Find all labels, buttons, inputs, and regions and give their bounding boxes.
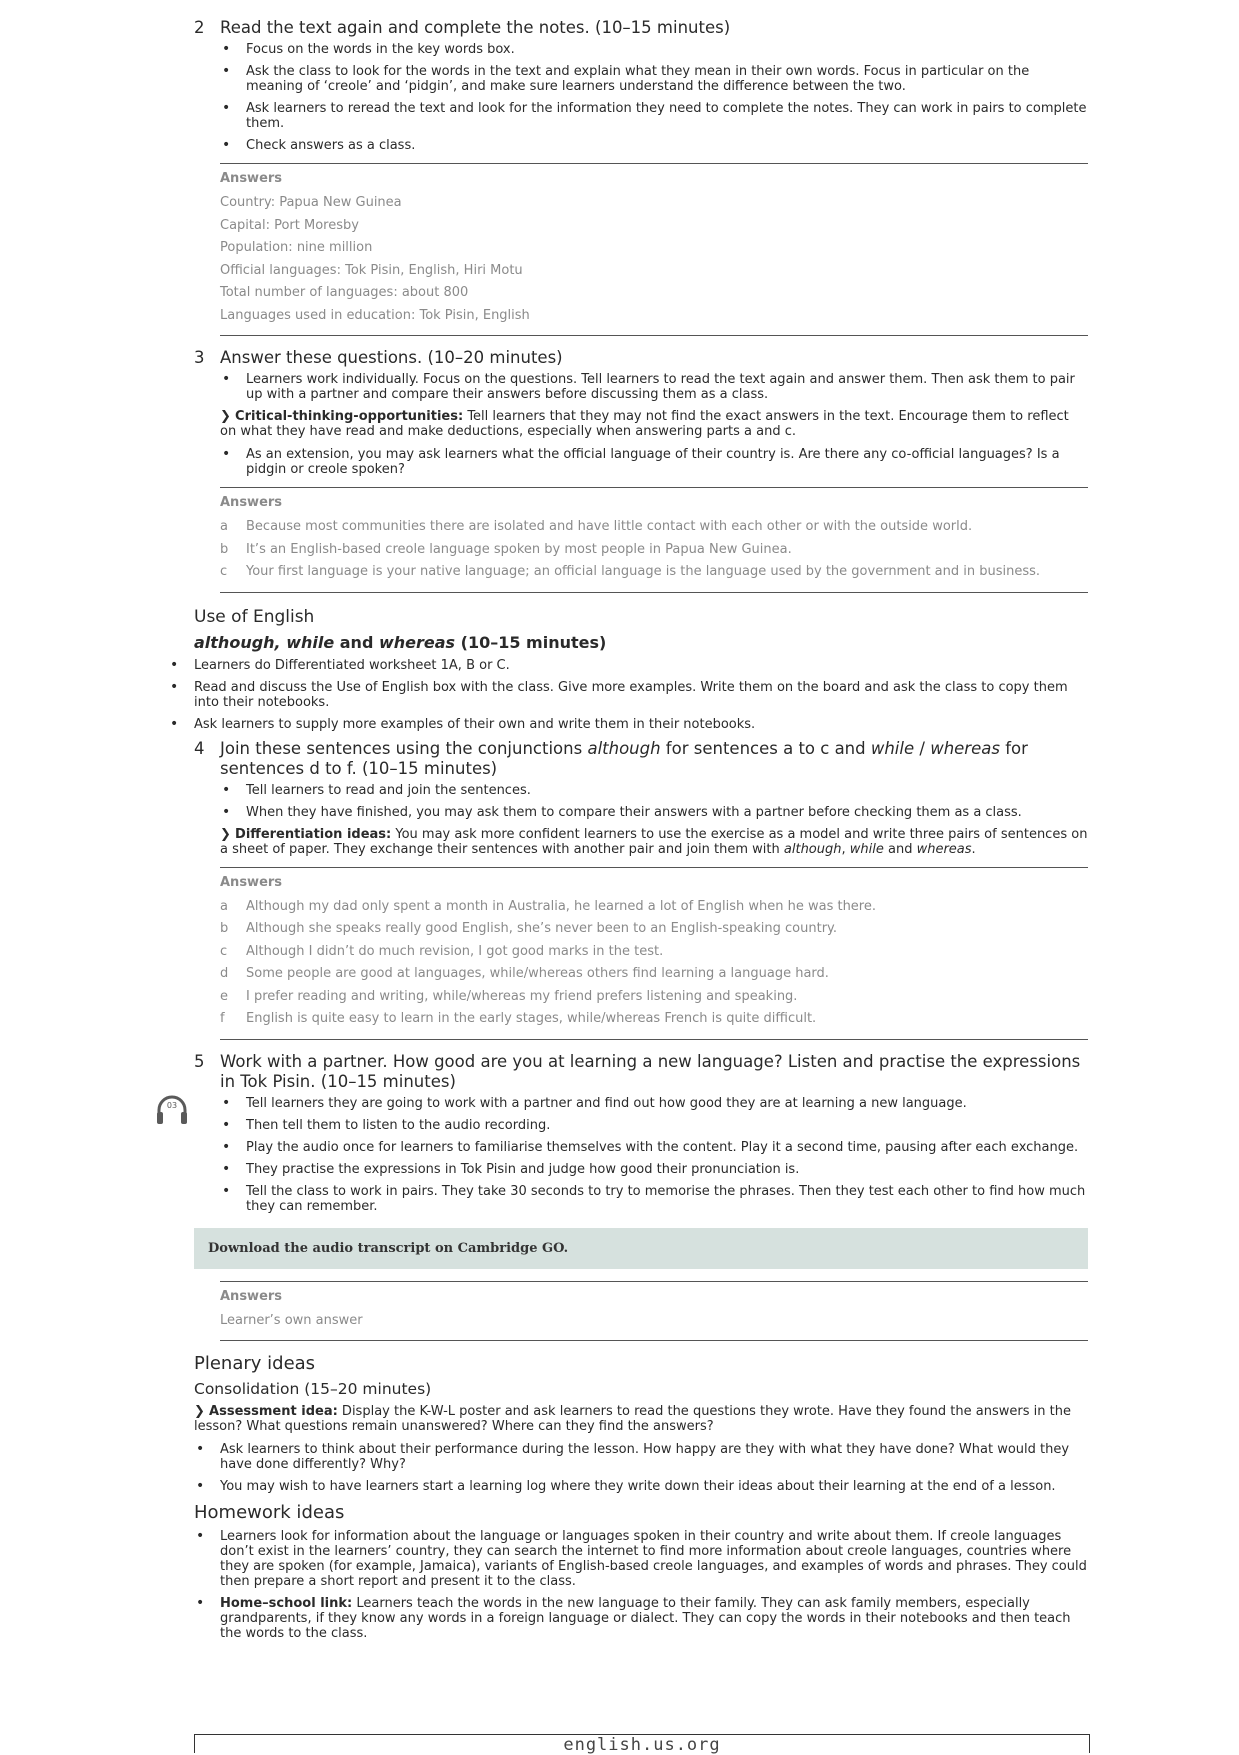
assessment-note bbox=[194, 1404, 1088, 1434]
answer-text: Although my dad only spent a month in Australia, he learned a lot of English when he was there. bbox=[246, 898, 876, 914]
list-item: • Learners work individually. Focus on the questions. Tell learners to read the text again and answer them. Then ask them to pair up with a partner and compare their answers before discussing them as a class. bbox=[220, 372, 1088, 402]
note-italic: while bbox=[849, 841, 884, 857]
subheading-italic: whereas bbox=[378, 632, 456, 652]
list-item: • Ask learners to reread the text and look for the information they need to complete the notes. They can work in pairs to complete them. bbox=[220, 101, 1088, 131]
note-label: Assessment idea: bbox=[209, 1404, 338, 1419]
task-3-bullets-2 bbox=[220, 447, 1088, 477]
note-text: , bbox=[841, 841, 850, 857]
list-item: • Check answers as a class. bbox=[220, 138, 1088, 153]
answer-text: Although I didn’t do much revision, I got good marks in the test. bbox=[246, 943, 664, 959]
list-item: • They practise the expressions in Tok Pisin and judge how good their pronunciation is. bbox=[220, 1162, 1088, 1177]
note-text: . bbox=[971, 841, 976, 857]
list-item: • Ask learners to think about their performance during the lesson. How happy are they with what they have done? What would they have done differently? Why? bbox=[194, 1442, 1088, 1472]
title-italic: while bbox=[870, 738, 915, 758]
title-text: for sentences a to c and bbox=[660, 738, 871, 758]
task-2-bullets bbox=[220, 42, 1088, 153]
note-italic: whereas bbox=[916, 841, 972, 857]
differentiation-note bbox=[220, 827, 1088, 857]
use-of-english-subheading bbox=[194, 633, 1088, 652]
task-5-bullets bbox=[220, 1096, 1088, 1214]
answer-text: It’s an English-based creole language spoken by most people in Papua New Guinea. bbox=[246, 541, 792, 557]
answer-row bbox=[220, 561, 1088, 584]
list-item: • You may wish to have learners start a learning log where they write down their ideas about their learning at the end of a lesson. bbox=[194, 1479, 1088, 1494]
use-of-english-heading: Use of English bbox=[194, 606, 315, 627]
list-item: • As an extension, you may ask learners what the official language of their country is. Are there any co-official languages? Is a pidgin or creole spoken? bbox=[220, 447, 1088, 477]
answers-box bbox=[220, 867, 1088, 1040]
answers-title: Answers bbox=[220, 495, 283, 510]
list-item: • Learners look for information about the language or languages spoken in their country and write about them. If creole languages don’t exist in the learners’ country, they can search the internet to find more information about creole languages, countries where they are spoken (for example, Jamaica), variants of English-based creole languages, and examples of words and phrases. They could then prepare a short report and present it to the class. bbox=[194, 1529, 1088, 1589]
note-italic: although bbox=[783, 841, 842, 857]
answers-title: Answers bbox=[220, 874, 283, 890]
answer-row: Official languages: Tok Pisin, English, Hiri Motu bbox=[220, 262, 523, 278]
task-title: Work with a partner. How good are you at learning a new language? Listen and practise the expressions in Tok Pisin. (10–15 minutes) bbox=[220, 1051, 1081, 1091]
note-text: You may ask more confident learners to use the exercise as a model and write three pairs of sentences on a sheet of paper. They exchange their sentences with another pair and join them with bbox=[220, 826, 1088, 857]
list-item: • Focus on the words in the key words box. bbox=[220, 42, 1088, 57]
task-4-bullets bbox=[220, 783, 1088, 820]
note-text: Tell learners that they may not find the exact answers in the text. Encourage them to reflect on what they have read and make deductions, especially when answering parts a and c. bbox=[220, 409, 1069, 439]
task-3 bbox=[194, 348, 1088, 593]
answer-row bbox=[220, 539, 1088, 562]
task-5 bbox=[194, 1052, 1088, 1214]
title-italic: although bbox=[587, 738, 661, 758]
plenary-subheading: Consolidation (15–20 minutes) bbox=[194, 1380, 432, 1398]
headphones-icon bbox=[155, 1093, 189, 1127]
answers-box bbox=[220, 487, 1088, 593]
use-of-english-bullets bbox=[168, 658, 1088, 732]
answer-label: b bbox=[220, 921, 229, 936]
note-label: Differentiation ideas: bbox=[235, 826, 392, 842]
list-item: • Then tell them to listen to the audio recording. bbox=[220, 1118, 1088, 1133]
note-label: Critical-thinking-opportunities: bbox=[235, 409, 464, 424]
answers-title: Answers bbox=[220, 171, 283, 186]
homework-heading: Homework ideas bbox=[194, 1502, 345, 1523]
title-italic: whereas bbox=[930, 738, 1000, 758]
answer-row bbox=[220, 1008, 1088, 1031]
answer-label: a bbox=[220, 898, 228, 914]
chevron-right-icon: ❯ bbox=[220, 826, 231, 842]
answer-row: Country: Papua New Guinea bbox=[220, 195, 402, 210]
subheading-text: and bbox=[334, 632, 379, 652]
answer-text: English is quite easy to learn in the early stages, while/whereas French is quite difficult. bbox=[246, 1011, 817, 1026]
task-4 bbox=[194, 739, 1088, 1040]
bullet-text: Learners teach the words in the new language to their family. They can ask family members, especially grandparents, if they know any words in a foreign language or dialect. They can copy the words in their notebooks and then teach the words to the class. bbox=[220, 1596, 1071, 1641]
list-item bbox=[194, 1596, 1088, 1641]
answer-label: f bbox=[220, 1011, 225, 1026]
task-title: Read the text again and complete the notes. (10–15 minutes) bbox=[220, 18, 731, 37]
list-item: • Play the audio once for learners to familiarise themselves with the content. Play it a second time, pausing after each exchange. bbox=[220, 1140, 1088, 1155]
answers-title: Answers bbox=[220, 1288, 283, 1304]
download-transcript-banner[interactable]: Download the audio transcript on Cambridge GO. bbox=[194, 1228, 1088, 1269]
title-text: Join these sentences using the conjunctions bbox=[220, 738, 588, 758]
chevron-right-icon: ❯ bbox=[194, 1404, 205, 1419]
answer-row bbox=[220, 941, 1088, 964]
task-number: 4 bbox=[194, 738, 205, 758]
list-item: • Tell learners they are going to work with a partner and find out how good they are at learning a new language. bbox=[220, 1096, 1088, 1111]
answer-text: I prefer reading and writing, while/whereas my friend prefers listening and speaking. bbox=[246, 988, 798, 1004]
bullet-label: Home–school link: bbox=[220, 1596, 353, 1611]
title-text: for sentences d to f. (10–15 minutes) bbox=[220, 738, 1028, 778]
list-item: • Tell learners to read and join the sentences. bbox=[220, 783, 1088, 798]
list-item: • Learners do Differentiated worksheet 1A, B or C. bbox=[168, 658, 1088, 673]
answer-row bbox=[220, 918, 1088, 941]
task-number: 3 bbox=[194, 348, 205, 367]
footer-watermark: english.us.org bbox=[194, 1734, 1090, 1753]
subheading-italic: although, while bbox=[194, 632, 335, 652]
answer-row bbox=[220, 516, 1088, 539]
task-number: 2 bbox=[194, 18, 205, 37]
task-2 bbox=[194, 18, 1088, 336]
homework-bullets bbox=[194, 1529, 1088, 1641]
answer-text: Some people are good at languages, while/whereas others find learning a language hard. bbox=[246, 966, 829, 981]
task-number: 5 bbox=[194, 1051, 205, 1071]
note-text: and bbox=[883, 841, 917, 857]
answer-text: Your first language is your native language; an official language is the language used by the government and in business. bbox=[246, 564, 1041, 579]
task-3-bullets bbox=[220, 372, 1088, 402]
answers-box bbox=[220, 1281, 1088, 1342]
list-item: • Tell the class to work in pairs. They take 30 seconds to try to memorise the phrases. Then they test each other to find how much they can remember. bbox=[220, 1184, 1088, 1214]
page-content bbox=[194, 18, 1088, 1648]
answer-row bbox=[220, 986, 1088, 1009]
answer-text: Because most communities there are isolated and have little contact with each other or with the outside world. bbox=[246, 519, 973, 534]
answer-row: Total number of languages: about 800 bbox=[220, 285, 469, 300]
answers-box bbox=[220, 163, 1088, 336]
list-item: • Ask learners to supply more examples of their own and write them in their notebooks. bbox=[168, 717, 1088, 732]
answer-label: c bbox=[220, 564, 228, 579]
task-title: Answer these questions. (10–20 minutes) bbox=[220, 348, 563, 367]
answer-label: c bbox=[220, 943, 228, 959]
answer-row: Capital: Port Moresby bbox=[220, 217, 359, 233]
answer-label: b bbox=[220, 541, 229, 557]
answer-row bbox=[220, 896, 1088, 919]
note-text: Display the K-W-L poster and ask learners to read the questions they wrote. Have they found the answers in the lesson? What questions remain unanswered? Where can they find the answers? bbox=[194, 1404, 1071, 1434]
answer-row: Learner’s own answer bbox=[220, 1312, 363, 1328]
answer-row: Population: nine million bbox=[220, 240, 373, 255]
audio-track-number: 03 bbox=[166, 1101, 178, 1110]
list-item: • Read and discuss the Use of English box with the class. Give more examples. Write them on the board and ask the class to copy them into their notebooks. bbox=[168, 680, 1088, 710]
answer-label: e bbox=[220, 988, 228, 1004]
subheading-text: (10–15 minutes) bbox=[455, 632, 607, 652]
answer-row bbox=[220, 963, 1088, 986]
plenary-heading: Plenary ideas bbox=[194, 1353, 316, 1374]
answer-label: a bbox=[220, 519, 228, 534]
plenary-bullets bbox=[194, 1442, 1088, 1494]
chevron-right-icon: ❯ bbox=[220, 409, 231, 424]
answer-text: Although she speaks really good English, she’s never been to an English-speaking country. bbox=[246, 921, 838, 936]
task-title bbox=[220, 739, 1088, 779]
critical-thinking-note bbox=[220, 409, 1088, 439]
answer-row: Languages used in education: Tok Pisin, English bbox=[220, 307, 530, 323]
answer-label: d bbox=[220, 966, 229, 981]
list-item: • When they have finished, you may ask them to compare their answers with a partner before checking them as a class. bbox=[220, 805, 1088, 820]
title-text: / bbox=[914, 738, 931, 758]
list-item: • Ask the class to look for the words in the text and explain what they mean in their own words. Focus in particular on the meaning of ‘creole’ and ‘pidgin’, and make sure learners understand the difference between the two. bbox=[220, 64, 1088, 94]
